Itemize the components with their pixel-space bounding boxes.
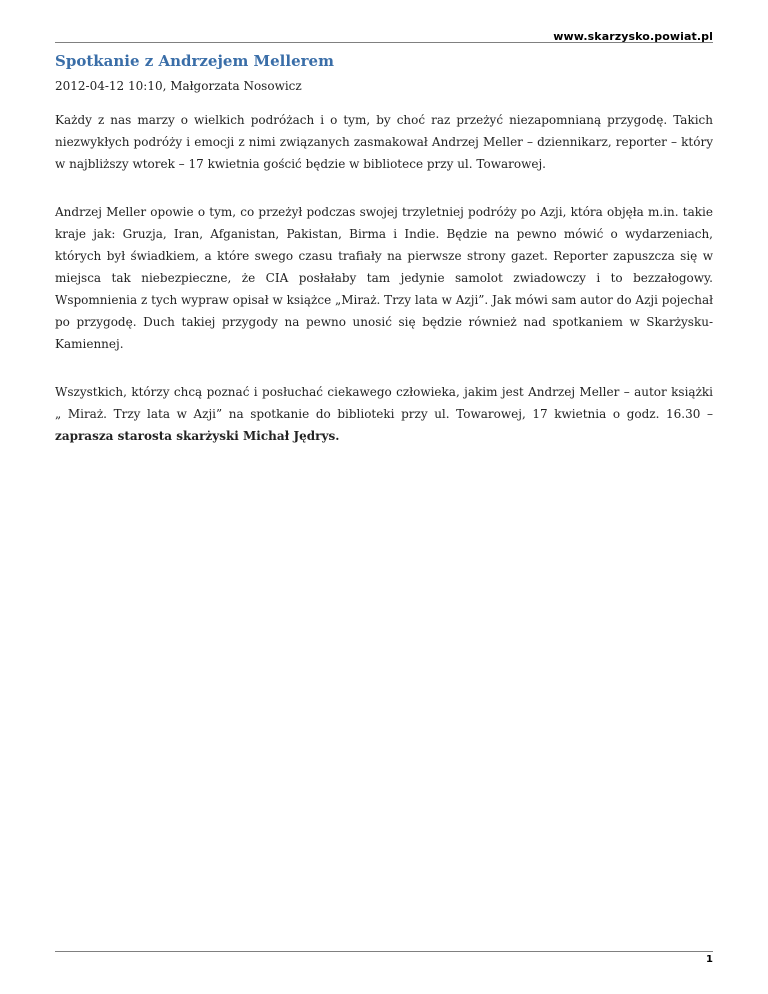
footer-divider [55,951,713,952]
page-number: 1 [706,954,713,965]
article-closing-paragraph [55,381,713,447]
article-paragraph-2: Andrzej Meller opowie o tym, co przeżył podczas swojej trzyletniej podróży po Azji, która objęła m.in. takie kraje jak: Gruzja, Iran, Afganistan, Pakistan, Birma i Indie. Będzie na pewno mówić o wydarzeniach, których był świadkiem, a które swego czasu trafiały na pierwsze strony gazet. Reporter zapuszcza się w miejsca tak niebezpieczne, że CIA posłałaby tam jedynie samolot zwiadowczy i to bezzałogowy. Wspomnienia z tych wypraw opisał w książce „Miraż. Trzy lata w Azji”. Jak mówi sam autor do Azji pojechał po przygodę. Duch takiej przygody na pewno unosić się będzie również nad spotkaniem w Skarżysku-Kamiennej. [55,205,713,351]
site-url: www.skarzysko.powiat.pl [553,30,713,43]
header-divider [55,42,713,43]
article [55,51,713,447]
article-paragraph-1: Każdy z nas marzy o wielkich podróżach i o tym, by choć raz przeżyć niezapomnianą przygodę. Takich niezwykłych podróży i emocji z nimi związanych zasmakował Andrzej Meller – dziennikarz, reporter – który w najbliższy wtorek – 17 kwietnia gościć będzie w bibliotece przy ul. Towarowej. [55,113,713,171]
article-meta: 2012-04-12 10:10, Małgorzata Nosowicz [55,79,302,93]
closing-text: Wszystkich, którzy chcą poznać i posłuchać ciekawego człowieka, jakim jest Andrzej Meller – autor książki „ Miraż. Trzy lata w Azji” na spotkanie do biblioteki przy ul. Towarowej, 17 kwietnia o godz. 16.30 – [55,385,713,421]
article-title: Spotkanie z Andrzejem Mellerem [55,52,334,70]
closing-signature: zaprasza starosta skarżyski Michał Jędrys. [55,429,340,443]
